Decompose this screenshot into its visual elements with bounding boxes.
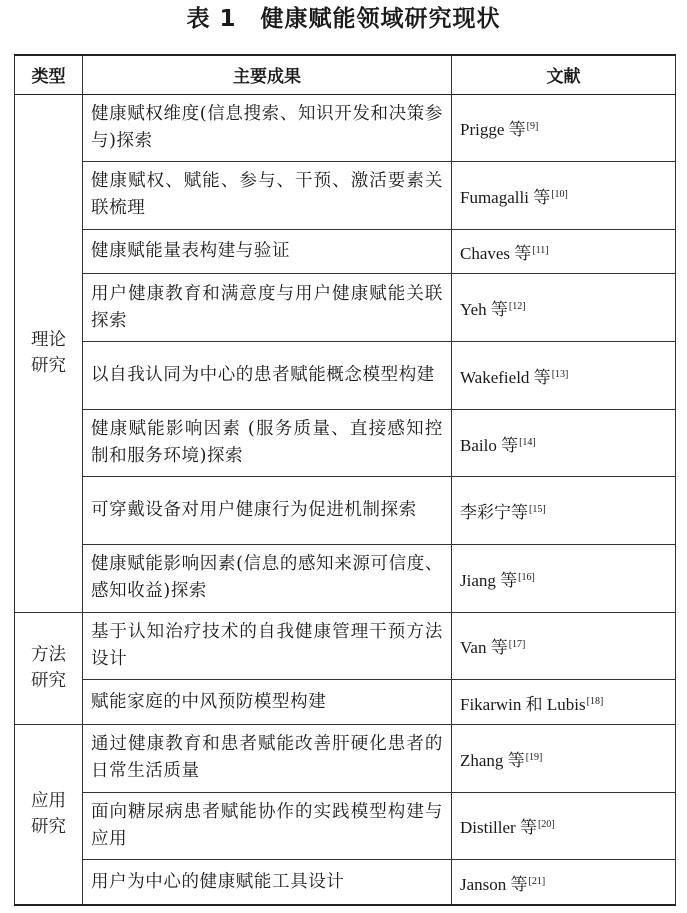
type-cell-theory: 理论研究 <box>15 94 83 612</box>
reference-cell: Jiang 等[16] <box>452 544 676 612</box>
reference-cell: Van 等[17] <box>452 612 676 680</box>
reference-cell: Chaves 等[11] <box>452 229 676 274</box>
table-row <box>15 680 676 725</box>
header-type: 类型 <box>15 55 83 94</box>
reference-cell: Bailo 等[14] <box>452 409 676 477</box>
result-cell: 通过健康教育和患者赋能改善肝硬化患者的日常生活质量 <box>83 724 452 792</box>
table-row <box>15 544 676 612</box>
result-cell: 面向糖尿病患者赋能协作的实践模型构建与应用 <box>83 792 452 860</box>
type-cell-method: 方法研究 <box>15 612 83 724</box>
result-cell: 健康赋权维度(信息搜索、知识开发和决策参与)探索 <box>83 94 452 162</box>
table-title: 表 1 健康赋能领域研究现状 <box>186 6 501 32</box>
table-row <box>15 162 676 230</box>
table-row <box>15 229 676 274</box>
table-row <box>15 792 676 860</box>
result-cell: 用户为中心的健康赋能工具设计 <box>83 860 452 905</box>
table-row <box>15 274 676 342</box>
result-cell: 健康赋权、赋能、参与、干预、激活要素关联梳理 <box>83 162 452 230</box>
header-reference: 文献 <box>452 55 676 94</box>
reference-cell: 李彩宁等[15] <box>452 477 676 545</box>
result-cell: 健康赋能影响因素(信息的感知来源可信度、感知收益)探索 <box>83 544 452 612</box>
reference-cell: Zhang 等[19] <box>452 724 676 792</box>
result-cell: 以自我认同为中心的患者赋能概念模型构建 <box>83 342 452 410</box>
result-cell: 赋能家庭的中风预防模型构建 <box>83 680 452 725</box>
result-cell: 健康赋能影响因素 (服务质量、直接感知控制和服务环境)探索 <box>83 409 452 477</box>
table-row <box>15 477 676 545</box>
table-row <box>15 342 676 410</box>
table-row <box>15 724 676 792</box>
table-row <box>15 860 676 905</box>
type-cell-application: 应用研究 <box>15 724 83 905</box>
reference-cell: Distiller 等[20] <box>452 792 676 860</box>
reference-cell: Prigge 等[9] <box>452 94 676 162</box>
table-row <box>15 94 676 162</box>
result-cell: 用户健康教育和满意度与用户健康赋能关联探索 <box>83 274 452 342</box>
result-cell: 基于认知治疗技术的自我健康管理干预方法设计 <box>83 612 452 680</box>
header-row <box>15 55 676 94</box>
table-row <box>15 409 676 477</box>
literature-table <box>14 54 676 906</box>
result-cell: 可穿戴设备对用户健康行为促进机制探索 <box>83 477 452 545</box>
reference-cell: Wakefield 等[13] <box>452 342 676 410</box>
header-result: 主要成果 <box>83 55 452 94</box>
reference-cell: Yeh 等[12] <box>452 274 676 342</box>
result-cell: 健康赋能量表构建与验证 <box>83 229 452 274</box>
reference-cell: Fikarwin 和 Lubis[18] <box>452 680 676 725</box>
table-row <box>15 612 676 680</box>
reference-cell: Janson 等[21] <box>452 860 676 905</box>
reference-cell: Fumagalli 等[10] <box>452 162 676 230</box>
